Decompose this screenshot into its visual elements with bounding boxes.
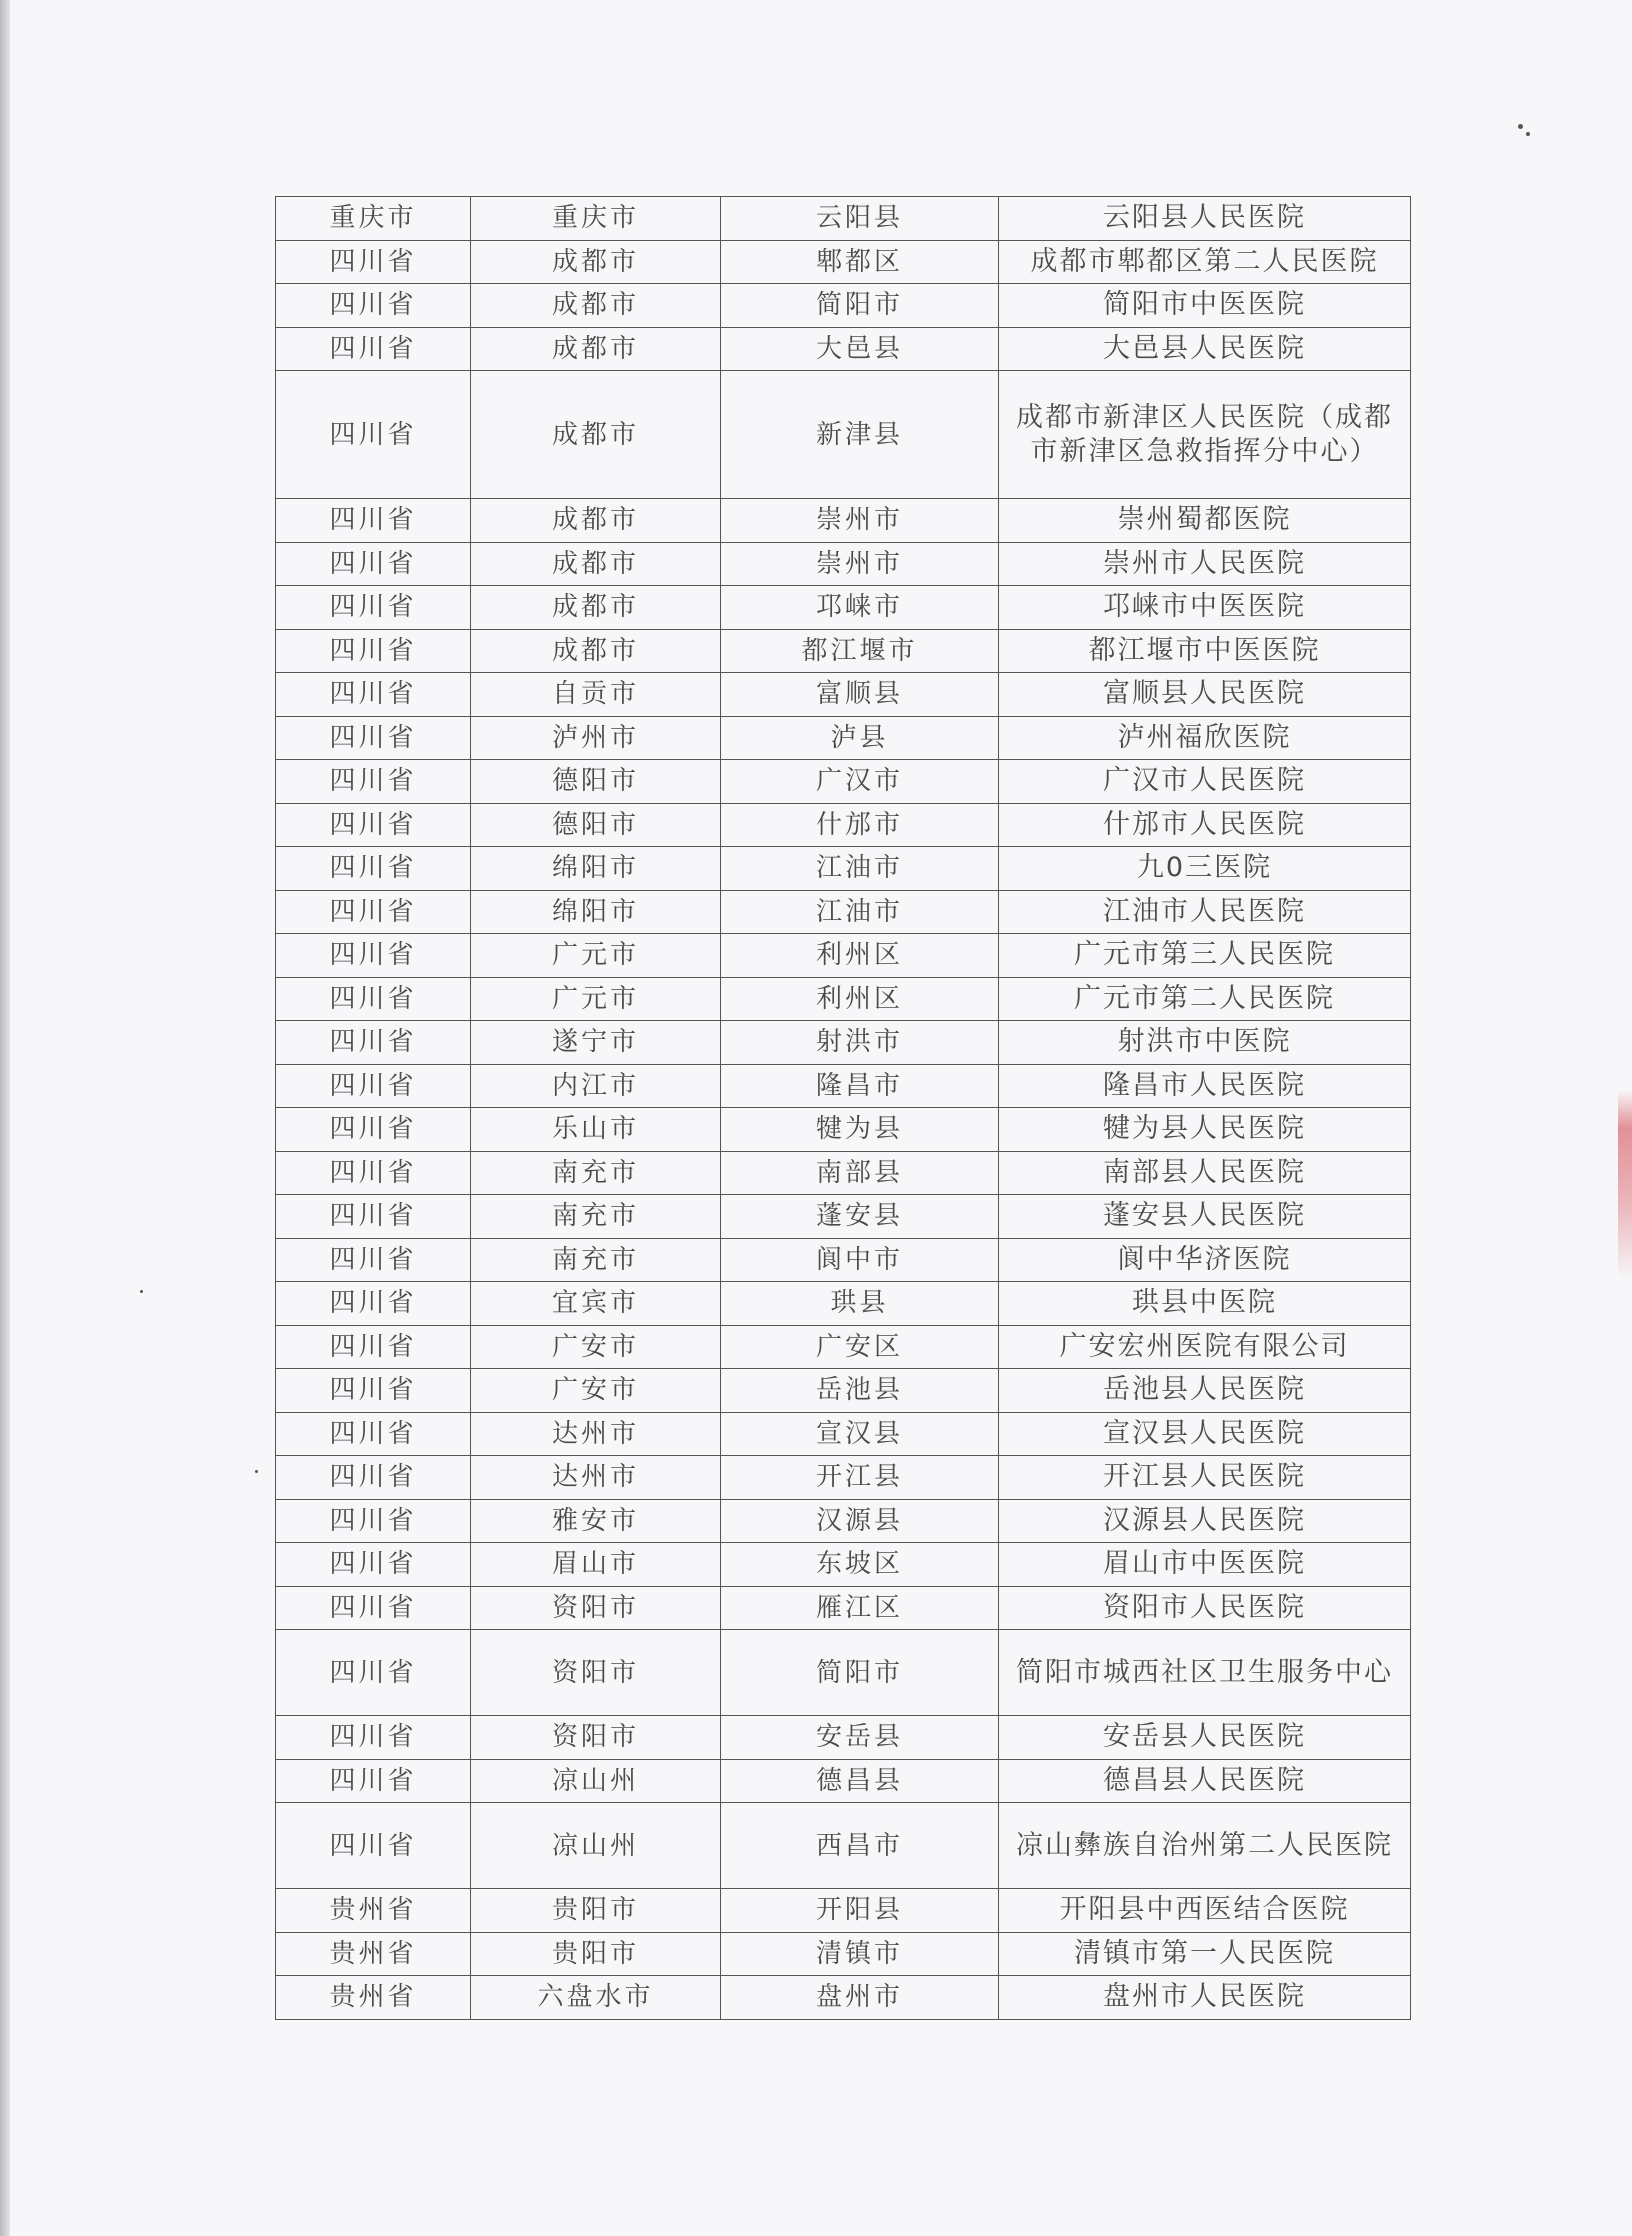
- hospital-cell: 安岳县人民医院: [999, 1716, 1411, 1760]
- table-row: [276, 847, 1411, 891]
- province-cell: 贵州省: [276, 1932, 471, 1976]
- hospital-cell: 邛崃市中医医院: [999, 586, 1411, 630]
- table-row: [276, 1064, 1411, 1108]
- city-cell: 重庆市: [471, 197, 721, 241]
- table-row: [276, 803, 1411, 847]
- province-cell: 四川省: [276, 1543, 471, 1587]
- city-cell: 内江市: [471, 1064, 721, 1108]
- province-cell: 四川省: [276, 673, 471, 717]
- province-cell: 四川省: [276, 760, 471, 804]
- table-row: [276, 1716, 1411, 1760]
- county-cell: 蓬安县: [721, 1195, 999, 1239]
- hospital-cell: 崇州蜀都医院: [999, 499, 1411, 543]
- city-cell: 南充市: [471, 1151, 721, 1195]
- hospital-cell: 江油市人民医院: [999, 890, 1411, 934]
- city-cell: 绵阳市: [471, 890, 721, 934]
- county-cell: 邛崃市: [721, 586, 999, 630]
- table-row: [276, 1586, 1411, 1630]
- province-cell: 四川省: [276, 1369, 471, 1413]
- county-cell: 隆昌市: [721, 1064, 999, 1108]
- city-cell: 凉山州: [471, 1759, 721, 1803]
- county-cell: 清镇市: [721, 1932, 999, 1976]
- table-row: [276, 760, 1411, 804]
- scan-speck: [255, 1470, 258, 1473]
- table-row: [276, 1325, 1411, 1369]
- hospital-cell: 犍为县人民医院: [999, 1108, 1411, 1152]
- county-cell: 云阳县: [721, 197, 999, 241]
- scan-speck: [1526, 132, 1530, 136]
- city-cell: 乐山市: [471, 1108, 721, 1152]
- county-cell: 盘州市: [721, 1976, 999, 2020]
- table-row: [276, 586, 1411, 630]
- county-cell: 什邡市: [721, 803, 999, 847]
- city-cell: 南充市: [471, 1195, 721, 1239]
- hospital-cell: 盘州市人民医院: [999, 1976, 1411, 2020]
- city-cell: 成都市: [471, 542, 721, 586]
- city-cell: 广元市: [471, 977, 721, 1021]
- city-cell: 绵阳市: [471, 847, 721, 891]
- table-row: [276, 1412, 1411, 1456]
- province-cell: 四川省: [276, 1064, 471, 1108]
- hospital-cell: 广元市第二人民医院: [999, 977, 1411, 1021]
- city-cell: 贵阳市: [471, 1932, 721, 1976]
- province-cell: 四川省: [276, 1151, 471, 1195]
- city-cell: 德阳市: [471, 803, 721, 847]
- city-cell: 成都市: [471, 586, 721, 630]
- province-cell: 四川省: [276, 1238, 471, 1282]
- province-cell: 四川省: [276, 1325, 471, 1369]
- county-cell: 利州区: [721, 934, 999, 978]
- hospital-list-table: [275, 196, 1411, 2020]
- province-cell: 四川省: [276, 1195, 471, 1239]
- province-cell: 四川省: [276, 1803, 471, 1889]
- city-cell: 德阳市: [471, 760, 721, 804]
- hospital-cell: 成都市郫都区第二人民医院: [999, 240, 1411, 284]
- table-row: [276, 499, 1411, 543]
- city-cell: 资阳市: [471, 1716, 721, 1760]
- red-seal-edge: [1618, 1090, 1632, 1280]
- table-row: [276, 542, 1411, 586]
- table-row: [276, 1369, 1411, 1413]
- county-cell: 新津县: [721, 371, 999, 499]
- table-row: [276, 240, 1411, 284]
- province-cell: 贵州省: [276, 1889, 471, 1933]
- city-cell: 泸州市: [471, 716, 721, 760]
- hospital-cell: 什邡市人民医院: [999, 803, 1411, 847]
- province-cell: 四川省: [276, 327, 471, 371]
- hospital-cell: 清镇市第一人民医院: [999, 1932, 1411, 1976]
- city-cell: 成都市: [471, 284, 721, 328]
- city-cell: 宜宾市: [471, 1282, 721, 1326]
- table-row: [276, 1543, 1411, 1587]
- province-cell: 四川省: [276, 1759, 471, 1803]
- table-row: [276, 1630, 1411, 1716]
- scan-speck: [1518, 124, 1523, 129]
- hospital-cell: 九0三医院: [999, 847, 1411, 891]
- province-cell: 四川省: [276, 803, 471, 847]
- hospital-cell: 阆中华济医院: [999, 1238, 1411, 1282]
- table-row: [276, 934, 1411, 978]
- province-cell: 四川省: [276, 240, 471, 284]
- table-row: [276, 977, 1411, 1021]
- table-row: [276, 284, 1411, 328]
- county-cell: 阆中市: [721, 1238, 999, 1282]
- city-cell: 凉山州: [471, 1803, 721, 1889]
- city-cell: 达州市: [471, 1412, 721, 1456]
- county-cell: 射洪市: [721, 1021, 999, 1065]
- city-cell: 眉山市: [471, 1543, 721, 1587]
- city-cell: 达州市: [471, 1456, 721, 1500]
- city-cell: 广安市: [471, 1325, 721, 1369]
- county-cell: 广安区: [721, 1325, 999, 1369]
- table-row: [276, 716, 1411, 760]
- county-cell: 珙县: [721, 1282, 999, 1326]
- city-cell: 南充市: [471, 1238, 721, 1282]
- province-cell: 四川省: [276, 934, 471, 978]
- hospital-cell: 广元市第三人民医院: [999, 934, 1411, 978]
- county-cell: 开阳县: [721, 1889, 999, 1933]
- county-cell: 郫都区: [721, 240, 999, 284]
- province-cell: 四川省: [276, 371, 471, 499]
- table-body: [276, 197, 1411, 2020]
- hospital-cell: 眉山市中医医院: [999, 1543, 1411, 1587]
- province-cell: 重庆市: [276, 197, 471, 241]
- county-cell: 安岳县: [721, 1716, 999, 1760]
- table-row: [276, 1889, 1411, 1933]
- city-cell: 成都市: [471, 240, 721, 284]
- hospital-cell: 广安宏州医院有限公司: [999, 1325, 1411, 1369]
- county-cell: 崇州市: [721, 542, 999, 586]
- county-cell: 江油市: [721, 890, 999, 934]
- hospital-cell: 岳池县人民医院: [999, 1369, 1411, 1413]
- table-row: [276, 1021, 1411, 1065]
- hospital-cell: 蓬安县人民医院: [999, 1195, 1411, 1239]
- province-cell: 四川省: [276, 1716, 471, 1760]
- province-cell: 四川省: [276, 890, 471, 934]
- hospital-cell: 宣汉县人民医院: [999, 1412, 1411, 1456]
- table-row: [276, 1759, 1411, 1803]
- province-cell: 四川省: [276, 1456, 471, 1500]
- province-cell: 四川省: [276, 1630, 471, 1716]
- county-cell: 犍为县: [721, 1108, 999, 1152]
- hospital-cell: 开江县人民医院: [999, 1456, 1411, 1500]
- county-cell: 雁江区: [721, 1586, 999, 1630]
- province-cell: 四川省: [276, 1586, 471, 1630]
- county-cell: 富顺县: [721, 673, 999, 717]
- county-cell: 崇州市: [721, 499, 999, 543]
- page-edge-shadow: [0, 0, 10, 2236]
- province-cell: 四川省: [276, 542, 471, 586]
- hospital-cell: 射洪市中医院: [999, 1021, 1411, 1065]
- hospital-cell: 崇州市人民医院: [999, 542, 1411, 586]
- county-cell: 岳池县: [721, 1369, 999, 1413]
- table-row: [276, 1195, 1411, 1239]
- city-cell: 广元市: [471, 934, 721, 978]
- province-cell: 四川省: [276, 977, 471, 1021]
- county-cell: 汉源县: [721, 1499, 999, 1543]
- table-row: [276, 1282, 1411, 1326]
- city-cell: 雅安市: [471, 1499, 721, 1543]
- city-cell: 资阳市: [471, 1630, 721, 1716]
- table-row: [276, 629, 1411, 673]
- county-cell: 开江县: [721, 1456, 999, 1500]
- hospital-cell: 大邑县人民医院: [999, 327, 1411, 371]
- city-cell: 广安市: [471, 1369, 721, 1413]
- table-row: [276, 197, 1411, 241]
- county-cell: 西昌市: [721, 1803, 999, 1889]
- county-cell: 简阳市: [721, 284, 999, 328]
- city-cell: 成都市: [471, 327, 721, 371]
- table-row: [276, 1803, 1411, 1889]
- province-cell: 四川省: [276, 1021, 471, 1065]
- city-cell: 资阳市: [471, 1586, 721, 1630]
- city-cell: 自贡市: [471, 673, 721, 717]
- county-cell: 利州区: [721, 977, 999, 1021]
- city-cell: 成都市: [471, 629, 721, 673]
- hospital-cell: 成都市新津区人民医院（成都市新津区急救指挥分中心）: [999, 371, 1411, 499]
- province-cell: 四川省: [276, 1108, 471, 1152]
- province-cell: 四川省: [276, 1412, 471, 1456]
- county-cell: 广汉市: [721, 760, 999, 804]
- table-row: [276, 1238, 1411, 1282]
- province-cell: 四川省: [276, 284, 471, 328]
- table-row: [276, 1932, 1411, 1976]
- table-row: [276, 327, 1411, 371]
- hospital-cell: 简阳市城西社区卫生服务中心: [999, 1630, 1411, 1716]
- county-cell: 简阳市: [721, 1630, 999, 1716]
- province-cell: 四川省: [276, 847, 471, 891]
- hospital-cell: 资阳市人民医院: [999, 1586, 1411, 1630]
- table-row: [276, 1499, 1411, 1543]
- hospital-cell: 富顺县人民医院: [999, 673, 1411, 717]
- province-cell: 四川省: [276, 716, 471, 760]
- province-cell: 四川省: [276, 1499, 471, 1543]
- table-row: [276, 1108, 1411, 1152]
- city-cell: 贵阳市: [471, 1889, 721, 1933]
- table-row: [276, 1151, 1411, 1195]
- county-cell: 江油市: [721, 847, 999, 891]
- province-cell: 四川省: [276, 629, 471, 673]
- province-cell: 四川省: [276, 1282, 471, 1326]
- province-cell: 四川省: [276, 586, 471, 630]
- county-cell: 德昌县: [721, 1759, 999, 1803]
- hospital-cell: 泸州福欣医院: [999, 716, 1411, 760]
- city-cell: 遂宁市: [471, 1021, 721, 1065]
- hospital-cell: 简阳市中医医院: [999, 284, 1411, 328]
- city-cell: 成都市: [471, 499, 721, 543]
- hospital-cell: 德昌县人民医院: [999, 1759, 1411, 1803]
- hospital-cell: 隆昌市人民医院: [999, 1064, 1411, 1108]
- table-row: [276, 890, 1411, 934]
- scan-speck: [140, 1290, 143, 1293]
- table-row: [276, 1456, 1411, 1500]
- table-row: [276, 371, 1411, 499]
- province-cell: 四川省: [276, 499, 471, 543]
- hospital-cell: 凉山彝族自治州第二人民医院: [999, 1803, 1411, 1889]
- county-cell: 大邑县: [721, 327, 999, 371]
- hospital-cell: 珙县中医院: [999, 1282, 1411, 1326]
- hospital-cell: 云阳县人民医院: [999, 197, 1411, 241]
- hospital-cell: 广汉市人民医院: [999, 760, 1411, 804]
- hospital-cell: 开阳县中西医结合医院: [999, 1889, 1411, 1933]
- county-cell: 都江堰市: [721, 629, 999, 673]
- county-cell: 东坡区: [721, 1543, 999, 1587]
- table-row: [276, 673, 1411, 717]
- hospital-cell: 汉源县人民医院: [999, 1499, 1411, 1543]
- county-cell: 泸县: [721, 716, 999, 760]
- city-cell: 成都市: [471, 371, 721, 499]
- county-cell: 南部县: [721, 1151, 999, 1195]
- province-cell: 贵州省: [276, 1976, 471, 2020]
- county-cell: 宣汉县: [721, 1412, 999, 1456]
- table-row: [276, 1976, 1411, 2020]
- hospital-cell: 都江堰市中医医院: [999, 629, 1411, 673]
- hospital-cell: 南部县人民医院: [999, 1151, 1411, 1195]
- city-cell: 六盘水市: [471, 1976, 721, 2020]
